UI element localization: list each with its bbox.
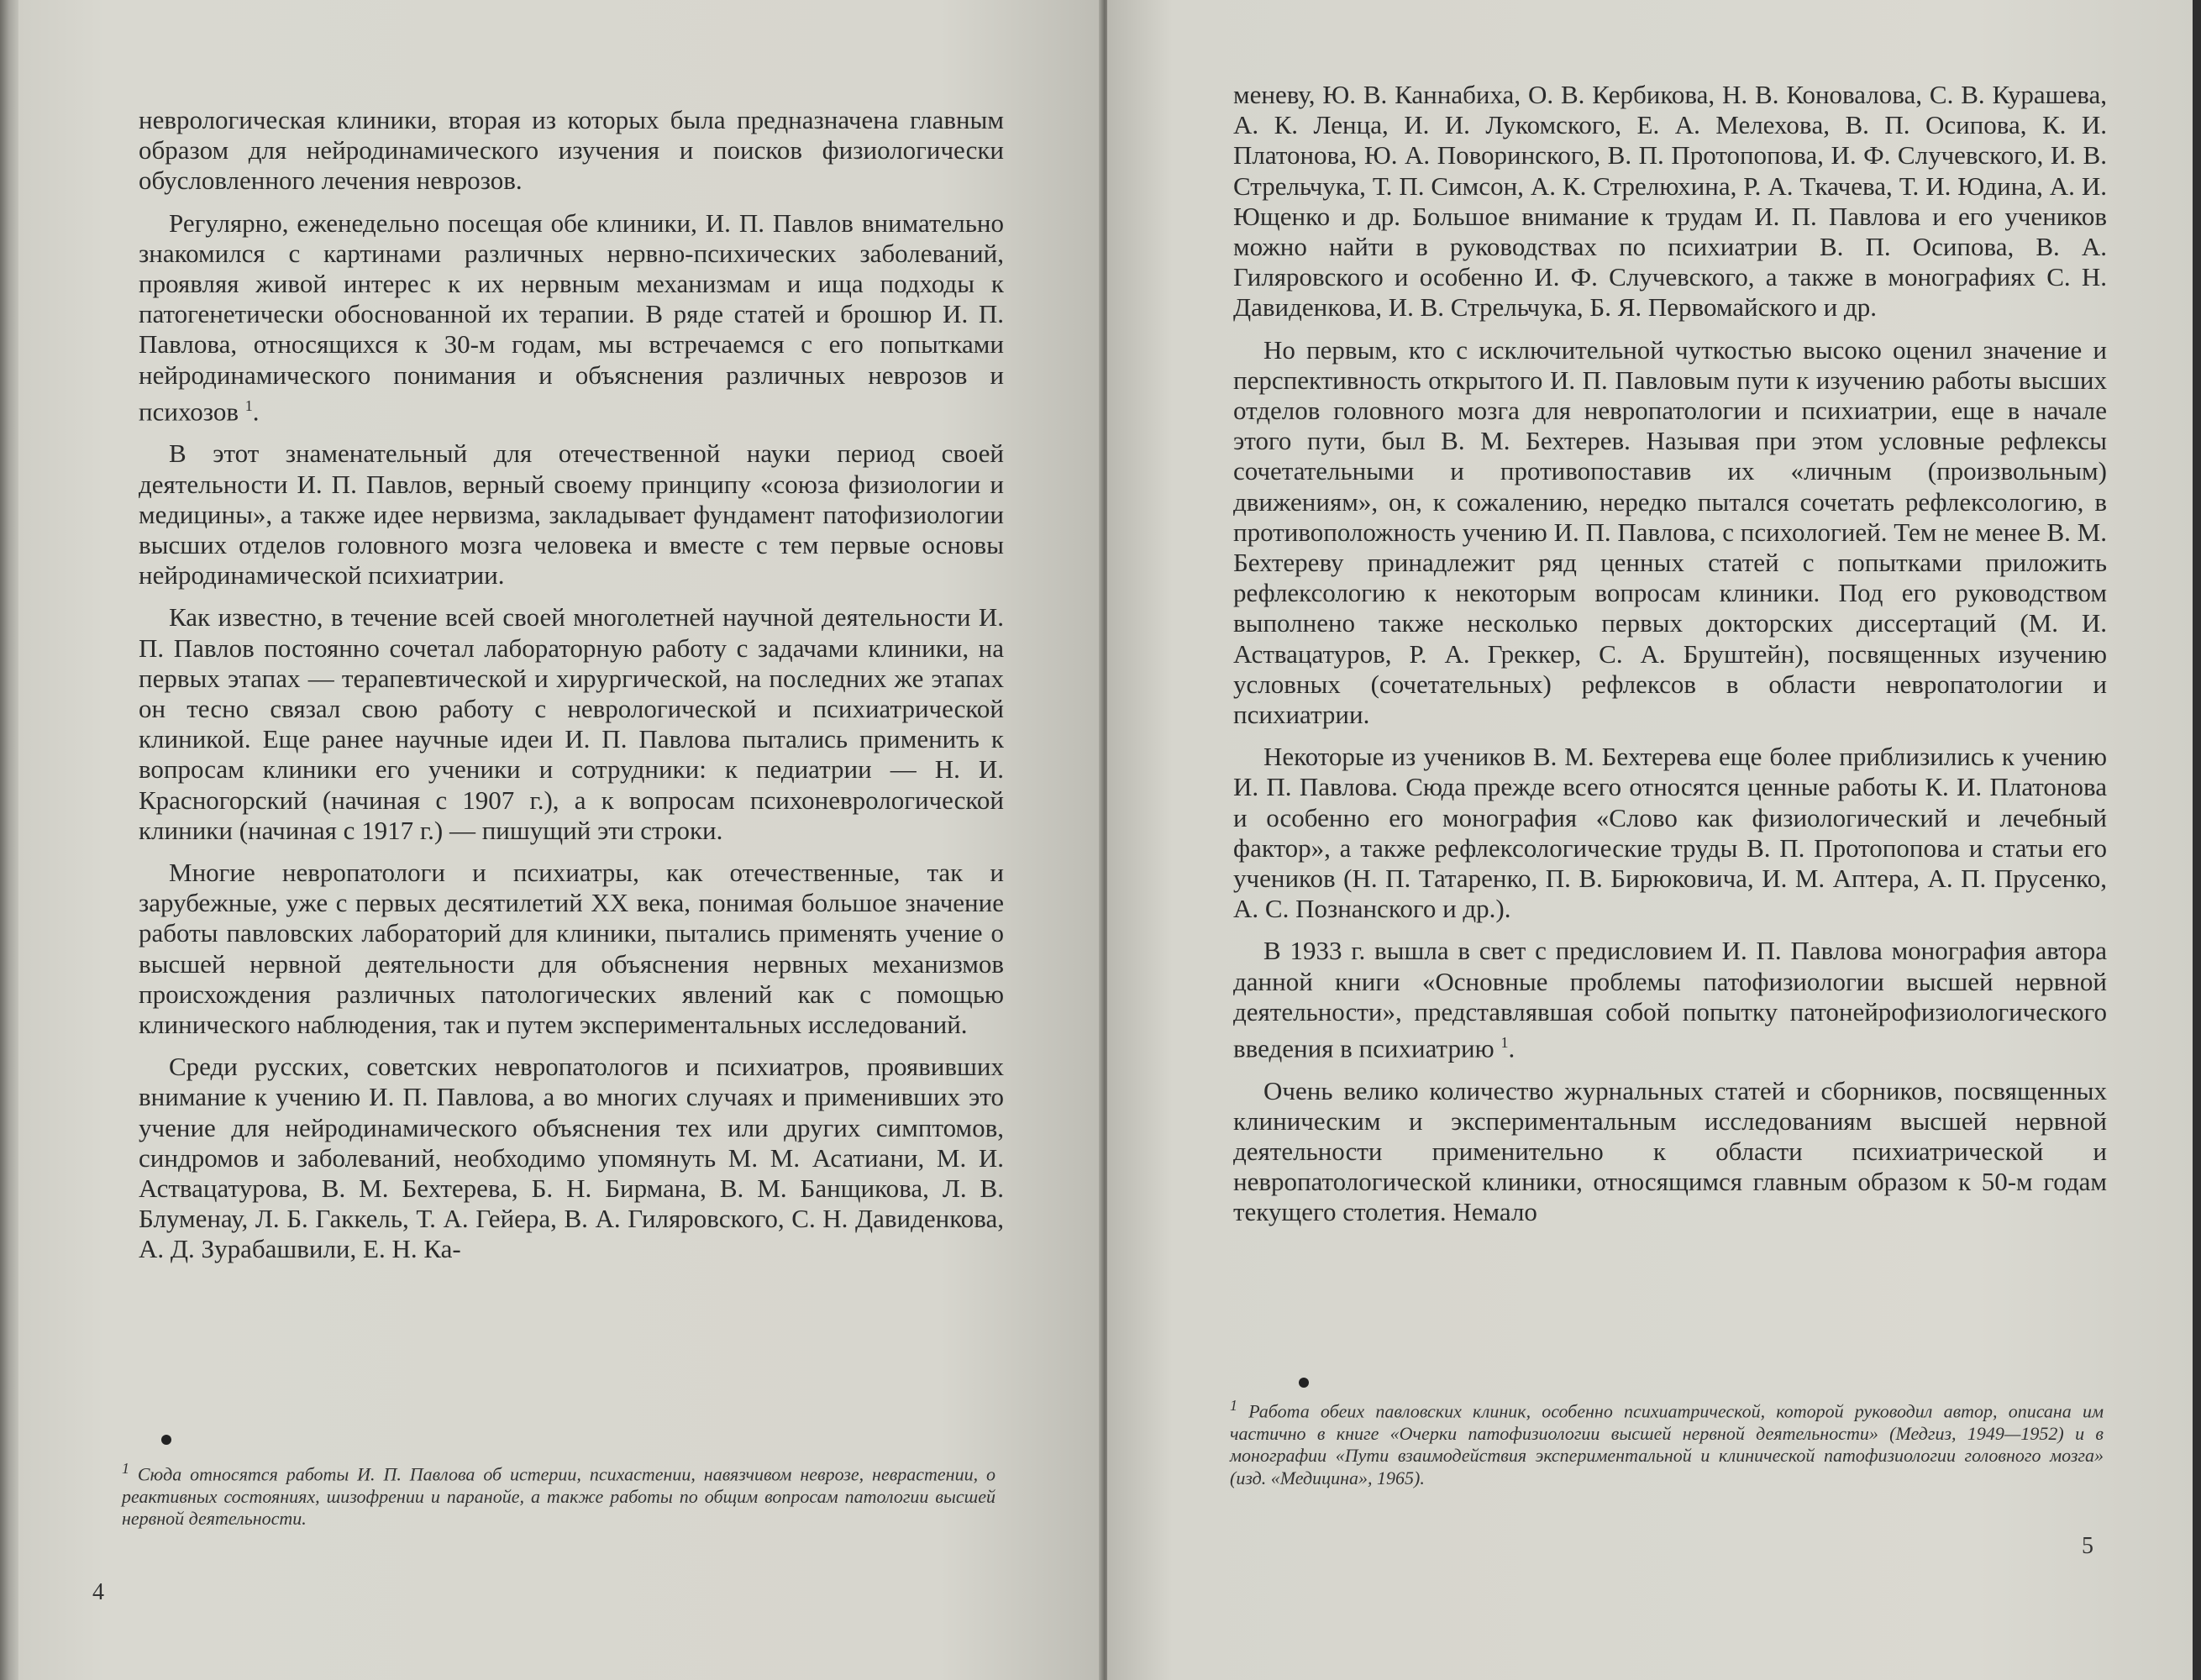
paragraph: Но первым, кто с исключительной чуткостью высоко оценил значение и перспективность открытого И. П. Павловым пути к изучению работы высших отделов головного мозга для невропатологии и психиатрии, еще в начале этого пути, был В. М. Бехтерев. Называя при этом условные рефлексы сочетательными и противопоставив их «личным (произвольным) движениям», он, к сожалению, нередко пытался сочетать рефлексологию, в противоположность учению И. П. Павлова, с психологией. Тем не менее В. М. Бехтереву принадлежит ряд ценных статей с попытками приложить рефлексологию к некоторым вопросам клиники. Под его руководством выполнено также несколько первых докторских диссертаций (М. И. Аствацатуров, Р. А. Греккер, С. А. Бруштейн), посвященных изучению условных (сочетательных) рефлексов в области невропатологии и психиатрии.	[1233, 334, 2107, 730]
footnote-reference: 1	[1500, 1034, 1509, 1052]
paragraph-text: Регулярно, еженедельно посещая обе клиники, И. П. Павлов внимательно знакомился с картинами различных нервно-психических заболеваний, проявляя живой интерес к их нервным механизмам и ища подходы к патогенетически обоснованной их терапии. В ряде статей и брошюр И. П. Павлова, относящихся к 30-м годам, мы встречаемся с его попытками нейродинамического понимания и объяснения различных неврозов и психозов	[139, 207, 1004, 427]
book-left-edge	[0, 0, 18, 1680]
footnote-separator-dot	[1299, 1378, 1309, 1388]
footnote-mark: 1	[122, 1460, 129, 1477]
paragraph: меневу, Ю. В. Каннабиха, О. В. Кербикова, Н. В. Коновалова, С. В. Курашева, А. К. Ленца, И. И. Лукомского, Е. А. Мелеховa, В. П. Осипова, К. И. Платонова, Ю. А. Поворинского, В. П. Протопопова, И. Ф. Случевского, И. В. Стрельчука, Т. П. Симсон, А. К. Стрелюхина, Р. А. Ткачева, Т. И. Юдина, А. И. Ющенко и др. Большое внимание к трудам И. П. Павлова и его учеников можно найти в руководствах по психиатрии В. П. Осипова, В. А. Гиляровского и особенно И. Ф. Случевского, а также в монографиях С. Н. Давиденкова, И. В. Стрельчука, Б. Я. Первомайского и др.	[1233, 80, 2107, 323]
right-page-text	[1233, 80, 2107, 1240]
paragraph: Некоторые из учеников В. М. Бехтерева еще более приблизились к учению И. П. Павлова. Сюда прежде всего относятся ценные работы К. И. Платонова и особенно его монография «Слово как физиологический и лечебный фактор», а также рефлексологические труды В. П. Протопопова и статьи его учеников (Н. П. Татаренко, П. В. Бирюковича, И. М. Аптера, А. П. Прусенко, А. С. Познанского и др.).	[1233, 742, 2107, 924]
footnote-separator-dot	[161, 1435, 171, 1445]
page-number: 4	[92, 1579, 104, 1605]
paragraph: В 1933 г. вышла в свет с предисловием И. П. Павлова монография автора данной книги «Основные проблемы патофизиологии высшей нервной деятельности», представлявшая собой попытку патонейрофизиологического введения в психиатрию $^1$.	[1233, 936, 2107, 1063]
left-page-text	[139, 105, 1004, 1277]
paragraph: В этот знаменательный для отечественной науки период своей деятельности И. П. Павлов, верный своему принципу «союза физиологии и медицины», а также идее нервизма, закладывает фундамент патофизиологии высших отделов головного мозга человека и вместе с тем первые основы нейродинамической психиатрии.	[139, 438, 1004, 591]
paragraph-text: В 1933 г. вышла в свет с предисловием И. П. Павлова монография автора данной книги «Основные проблемы патофизиологии высшей нервной деятельности», представлявшая собой попытку патонейрофизиологического введения в психиатрию	[1233, 936, 2107, 1063]
footnote	[1230, 1394, 2104, 1489]
paragraph: Очень велико количество журнальных статей и сборников, посвященных клиническим и экспериментальным исследованиям высшей нервной деятельности применительно к области психиатрической и невропатологической клиники, относящимся главным образом к 50-м годам текущего столетия. Немало	[1233, 1075, 2107, 1227]
footnote-reference: 1	[244, 396, 253, 414]
right-page	[1107, 0, 2193, 1680]
footnote-text: Сюда относятся работы И. П. Павлова об истерии, психастении, навязчивом неврозе, неврастении, о реактивных состояниях, шизофрении и паранойе, а также работы по общим вопросам патологии высшей нервной деятельности.	[122, 1463, 996, 1530]
paragraph: Среди русских, советских невропатологов и психиатров, проявивших внимание к учению И. П. Павлова, а во многих случаях и применивших это учение для нейродинамического объяснения тех или других симптомов, синдромов и заболеваний, необходимо упомянуть М. М. Асатиани, М. И. Аствацатурова, В. М. Бехтерева, Б. Н. Бирмана, В. М. Банщикова, Л. В. Блуменау, Л. Б. Гаккель, Т. А. Гейера, В. А. Гиляровского, С. Н. Давиденкова, А. Д. Зурабашвили, Е. Н. Ка-	[139, 1052, 1004, 1264]
footnote	[122, 1457, 995, 1530]
left-page	[18, 0, 1102, 1680]
paragraph: Регулярно, еженедельно посещая обе клиники, И. П. Павлов внимательно знакомился с картинами различных нервно-психических заболеваний, проявляя живой интерес к их нервным механизмам и ища подходы к патогенетически обоснованной их терапии. В ряде статей и брошюр И. П. Павлова, относящихся к 30-м годам, мы встречаемся с его попытками нейродинамического понимания и объяснения различных неврозов и психозов $^1$.	[139, 207, 1004, 427]
book-right-edge	[2193, 0, 2201, 1680]
paragraph: Многие невропатологи и психиатры, как отечественные, так и зарубежные, уже с первых десятилетий XX века, понимая большое значение работы павловских лабораторий для клиники, пытались применять учение о высшей нервной деятельности для объяснения нервных механизмов происхождения различных патологических явлений как с помощью клинического наблюдения, так и путем экспериментальных исследований.	[139, 858, 1004, 1040]
footnote-text: Работа обеих павловских клиник, особенно психиатрической, которой руководил автор, описана им частично в книге «Очерки патофизиологии высшей нервной деятельности» (Медгиз, 1949—1952) и в монографии «Пути взаимодействия экспериментальной и клинической патофизиологии головного мозга» (изд. «Медицина», 1965).	[1230, 1400, 2104, 1488]
paragraph: Как известно, в течение всей своей многолетней научной деятельности И. П. Павлов постоянно сочетал лабораторную работу с задачами клиники, на первых этапах — терапевтической и хирургической, на последних же этапах он тесно связал свою работу с неврологической и психиатрической клиникой. Еще ранее научные идеи И. П. Павлова пытались применить к вопросам клиники его ученики и сотрудники: к педиатрии — Н. И. Красногорский (начиная с 1907 г.), а к вопросам психоневрологической клиники (начиная с 1917 г.) — пишущий эти строки.	[139, 602, 1004, 845]
paragraph: неврологическая клиники, вторая из которых была предназначена главным образом для нейродинамического изучения и поисков физиологически обусловленного лечения неврозов.	[139, 105, 1004, 196]
page-number: 5	[2082, 1533, 2093, 1559]
footnote-mark: 1	[1230, 1397, 1237, 1414]
